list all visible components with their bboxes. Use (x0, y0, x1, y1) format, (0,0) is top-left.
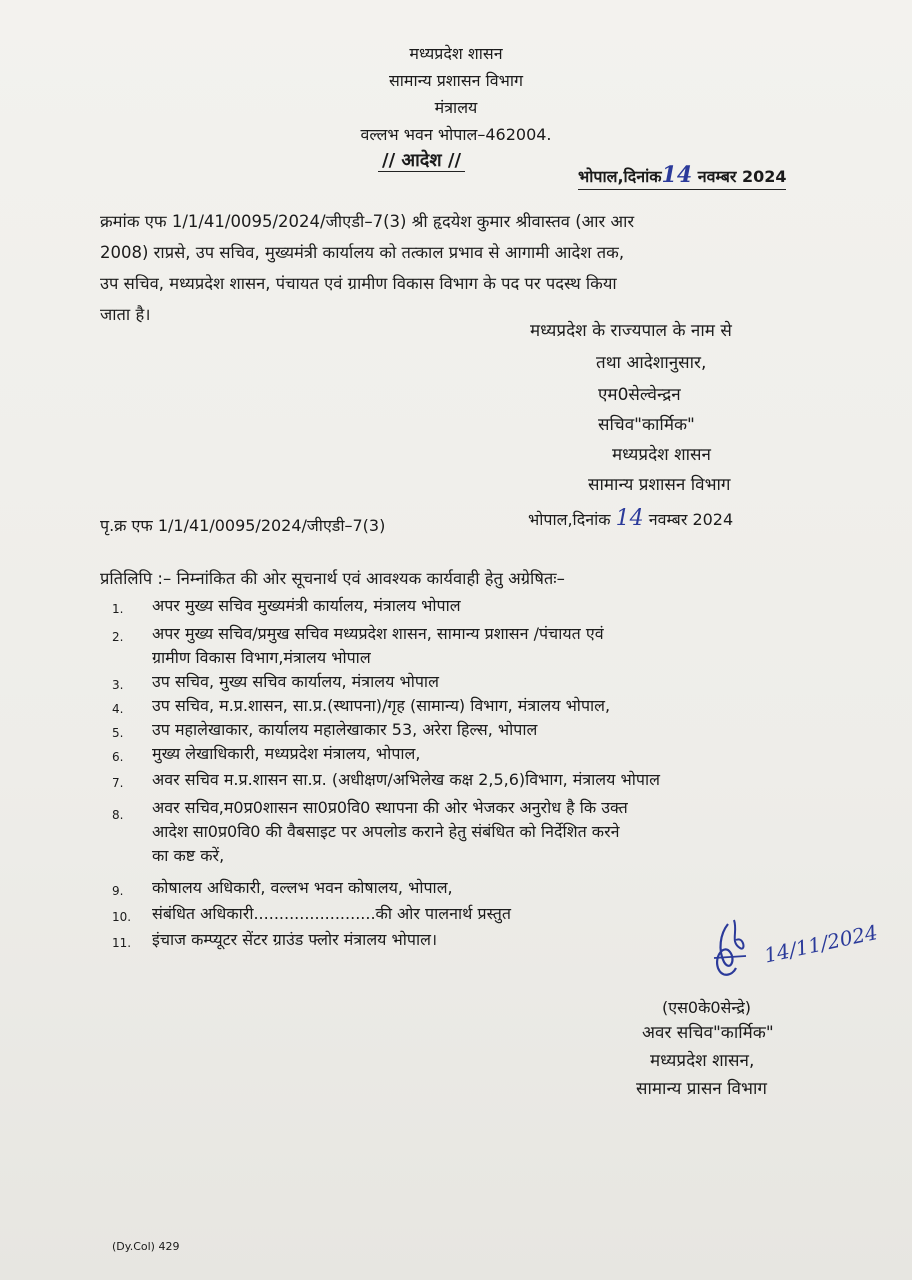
bottom-signatory-name: (एस0के0सेन्द्रे) (662, 998, 752, 1017)
list-item (112, 594, 824, 618)
order-paragraph (100, 206, 818, 330)
endorsement-date (528, 506, 733, 531)
list-item-text: संबंधित अधिकारी........................की ओर पालनार्थ प्रस्तुत (152, 904, 512, 923)
order-title-text: // आदेश // (378, 150, 465, 172)
handwritten-day: 14 (661, 162, 693, 188)
order-line: 2008) राप्रसे, उप सचिव, मुख्यमंत्री कार्यालय को तत्काल प्रभाव से आगामी आदेश तक, (100, 243, 625, 262)
list-item-text: मुख्य लेखाधिकारी, मध्यप्रदेश मंत्रालय, भोपाल, (152, 744, 421, 763)
list-item-text: कोषालय अधिकारी, वल्लभ भवन कोषालय, भोपाल, (152, 878, 453, 897)
list-item-text: उप महालेखाकार, कार्यालय महालेखाकार 53, अरेरा हिल्स, भोपाल (152, 720, 538, 739)
header-address: वल्लभ भवन भोपाल–462004. (360, 125, 552, 144)
endorsement-date-prefix: भोपाल,दिनांक (528, 510, 611, 529)
list-item-text: इंचाज कम्प्यूटर सेंटर ग्राउंड फ्लोर मंत्रालय भोपाल। (152, 930, 438, 949)
list-item-text: अवर सचिव,म0प्र0शासन सा0प्र0वि0 स्थापना की ओर भेजकर अनुरोध है कि उक्त (152, 798, 628, 817)
list-item-number: 6. (112, 750, 124, 764)
list-item-number: 7. (112, 776, 124, 790)
header-ministry: मंत्रालय (434, 98, 478, 117)
footer-code: (Dy.Col) 429 (112, 1240, 180, 1253)
list-item-text: का कष्ट करें, (152, 846, 225, 865)
header-government: मध्यप्रदेश शासन (409, 44, 503, 63)
date-prefix: भोपाल,दिनांक (578, 167, 662, 186)
authority-line: मध्यप्रदेश के राज्यपाल के नाम से (530, 321, 732, 341)
order-date (578, 162, 786, 190)
date-suffix: नवम्बर 2024 (697, 167, 787, 186)
list-item-text: अवर सचिव म.प्र.शासन सा.प्र. (अधीक्षण/अभिलेख कक्ष 2,5,6)विभाग, मंत्रालय भोपाल (152, 770, 660, 789)
order-line: क्रमांक एफ 1/1/41/0095/2024/जीएडी–7(3) श्री हृदयेश कुमार श्रीवास्तव (आर आर (100, 212, 635, 231)
list-item (112, 796, 824, 872)
list-item-number: 5. (112, 726, 124, 740)
handwritten-date: 14/11/2024 (762, 920, 880, 968)
bottom-signatory-govt: मध्यप्रदेश शासन, (650, 1051, 755, 1071)
endorsement-date-suffix: नवम्बर 2024 (648, 510, 734, 529)
bottom-signatory-dept: सामान्य प्रासन विभाग (636, 1079, 767, 1099)
list-item-text: अपर मुख्य सचिव/प्रमुख सचिव मध्यप्रदेश शासन, सामान्य प्रशासन /पंचायत एवं (152, 624, 604, 643)
header-department: सामान्य प्रशासन विभाग (388, 71, 524, 90)
endorsement-ref: पृ.क्र एफ 1/1/41/0095/2024/जीएडी–7(3) (100, 516, 386, 535)
list-item-text: अपर मुख्य सचिव मुख्यमंत्री कार्यालय, मंत्रालय भोपाल (152, 596, 461, 615)
list-item (112, 768, 824, 792)
list-item-text: उप सचिव, म.प्र.शासन, सा.प्र.(स्थापना)/गृह (सामान्य) विभाग, मंत्रालय भोपाल, (152, 696, 611, 715)
bottom-signatory-designation: अवर सचिव"कार्मिक" (642, 1023, 774, 1043)
list-item-number: 8. (112, 808, 124, 822)
list-item-number: 2. (112, 630, 124, 644)
copy-intro: प्रतिलिपि :– निम्नांकित की ओर सूचनार्थ एवं आवश्यक कार्यवाही हेतु अग्रेषितः– (100, 569, 565, 588)
authority-signatory-designation: सचिव"कार्मिक" (598, 415, 695, 435)
list-item (112, 618, 824, 666)
list-item-text: आदेश सा0प्र0वि0 की वैबसाइट पर अपलोड कराने हेतु संबंधित को निर्देशित करने (152, 822, 620, 841)
endorsement-handwritten-day: 14 (615, 506, 644, 531)
list-item (112, 694, 824, 718)
authority-dept: सामान्य प्रशासन विभाग (588, 475, 731, 495)
authority-govt: मध्यप्रदेश शासन (612, 445, 711, 465)
authority-line: तथा आदेशानुसार, (596, 353, 707, 373)
order-line: उप सचिव, मध्यप्रदेश शासन, पंचायत एवं ग्रामीण विकास विभाग के पद पर पदस्थ किया (100, 274, 617, 293)
list-item (112, 670, 824, 694)
list-item (112, 876, 824, 900)
authority-signatory-name: एम0सेल्वेन्द्रन (598, 385, 681, 405)
order-line: जाता है। (100, 305, 151, 324)
list-item-number: 3. (112, 678, 124, 692)
list-item-text: उप सचिव, मुख्य सचिव कार्यालय, मंत्रालय भोपाल (152, 672, 439, 691)
list-item-number: 11. (112, 936, 132, 950)
order-title (378, 148, 465, 172)
list-item-text: ग्रामीण विकास विभाग,मंत्रालय भोपाल (152, 648, 371, 667)
list-item (112, 718, 824, 742)
list-item-number: 1. (112, 602, 124, 616)
list-item (112, 742, 824, 766)
list-item-number: 10. (112, 910, 132, 924)
list-item-number: 4. (112, 702, 124, 716)
list-item-number: 9. (112, 884, 124, 898)
